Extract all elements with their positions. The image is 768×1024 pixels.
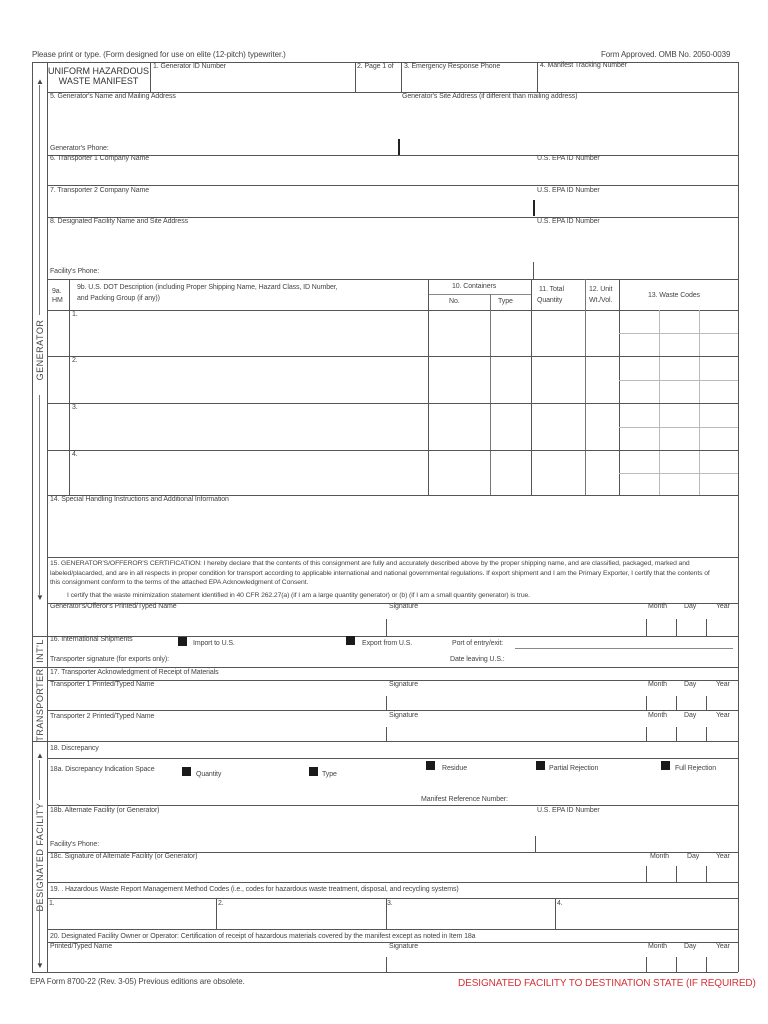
divider xyxy=(47,450,738,451)
col-waste-codes-header: 13. Waste Codes xyxy=(648,292,700,299)
item-row-number: 1. xyxy=(72,311,78,318)
discrepancy-label: 18. Discrepancy xyxy=(50,745,99,752)
item-row-number: 2. xyxy=(72,357,78,364)
signature-label: Signature xyxy=(389,681,419,688)
port-label: Port of entry/exit: xyxy=(452,640,504,647)
side-label-transporter: TRANSPORTER xyxy=(35,668,45,742)
type-label: Type xyxy=(322,771,337,778)
divider xyxy=(47,898,738,899)
emergency-phone-field[interactable] xyxy=(402,70,536,91)
month-label: Month xyxy=(648,712,667,719)
year-label: Year xyxy=(716,943,730,950)
day-label: Day xyxy=(684,681,697,688)
type-checkbox[interactable] xyxy=(309,767,318,776)
certification-text-2: I certify that the waste minimization statement identified in 40 CFR 262.27(a) (if I am a large quantity generator) or (b) (if I am a small quantity generator) is true. xyxy=(67,592,530,599)
alternate-signature-label: 18c. Signature of Alternate Facility (or Generator) xyxy=(50,853,198,860)
gen-arrow-line-bottom xyxy=(39,395,40,595)
generator-phone-label: Generator's Phone: xyxy=(50,145,109,152)
col-containers-header: 10. Containers xyxy=(452,283,497,290)
divider xyxy=(706,727,707,741)
divider xyxy=(619,473,738,474)
day-label: Day xyxy=(684,603,697,610)
form-title-line2: WASTE MANIFEST xyxy=(58,76,139,86)
divider xyxy=(585,279,586,495)
divider xyxy=(676,727,677,741)
arrow-down-icon: ▼ xyxy=(36,593,44,602)
alternate-facility-label: 18b. Alternate Facility (or Generator) xyxy=(50,807,160,814)
divider xyxy=(47,636,738,637)
full-rejection-checkbox[interactable] xyxy=(661,761,670,770)
designated-printed-name-label: Printed/Typed Name xyxy=(50,943,113,950)
residue-checkbox[interactable] xyxy=(426,761,435,770)
col-no-header: No. xyxy=(449,298,460,305)
col-total-header-2: Quantity xyxy=(537,297,563,304)
alternate-epa-label: U.S. EPA ID Number xyxy=(537,807,600,814)
manifest-ref-label: Manifest Reference Number: xyxy=(421,796,508,803)
year-label: Year xyxy=(716,712,730,719)
generator-id-label: 1. Generator ID Number xyxy=(153,63,226,70)
col-unit-header: 12. Unit xyxy=(589,286,613,293)
emergency-phone-label: 3. Emergency Response Phone xyxy=(404,63,501,70)
divider xyxy=(398,139,400,155)
month-label: Month xyxy=(648,943,667,950)
col-9b-header-2: and Packing Group (if any)) xyxy=(77,295,160,302)
divider xyxy=(706,696,707,710)
frame-bottom xyxy=(32,972,738,973)
divider xyxy=(47,310,738,311)
signature-label: Signature xyxy=(389,603,419,610)
day-label: Day xyxy=(687,853,700,860)
transporter-sig-label: Transporter signature (for exports only): xyxy=(50,656,169,663)
divider xyxy=(47,758,738,759)
col-type-header: Type xyxy=(498,298,513,305)
divider xyxy=(646,619,647,636)
facility-epa-label: U.S. EPA ID Number xyxy=(537,218,600,225)
divider xyxy=(676,619,677,636)
divider xyxy=(490,294,491,495)
divider xyxy=(47,710,738,711)
divider xyxy=(386,619,387,636)
divider xyxy=(676,696,677,710)
item-row-number: 4. xyxy=(72,451,78,458)
residue-label: Residue xyxy=(442,765,467,772)
generator-site-label: Generator's Site Address (if different than mailing address) xyxy=(402,93,578,100)
divider xyxy=(47,279,738,280)
divider xyxy=(47,929,738,930)
divider xyxy=(555,898,556,929)
col-unit-header-2: Wt./Vol. xyxy=(589,297,613,304)
tracking-number-field[interactable] xyxy=(538,70,737,91)
divider xyxy=(676,866,677,882)
signature-label: Signature xyxy=(389,712,419,719)
quantity-checkbox[interactable] xyxy=(182,767,191,776)
divider xyxy=(706,866,707,882)
divider xyxy=(47,185,738,186)
month-label: Month xyxy=(650,853,669,860)
year-label: Year xyxy=(716,681,730,688)
form-title-line1: UNIFORM HAZARDOUS xyxy=(48,66,149,76)
partial-rejection-label: Partial Rejection xyxy=(549,765,599,772)
divider xyxy=(676,957,677,972)
special-handling-field[interactable] xyxy=(48,505,737,555)
divider xyxy=(646,727,647,741)
divider xyxy=(355,62,356,92)
omb-number: Form Approved. OMB No. 2050-0039 xyxy=(601,50,731,59)
divider xyxy=(47,805,738,806)
arrow-up-icon: ▲ xyxy=(36,77,44,86)
divider xyxy=(706,957,707,972)
tracking-number-label: 4. Manifest Tracking Number xyxy=(540,62,627,69)
export-label: Export from U.S. xyxy=(362,640,413,647)
divider xyxy=(386,957,387,972)
international-label: 16. International Shipments xyxy=(50,636,133,643)
divider xyxy=(47,155,738,156)
divider xyxy=(646,696,647,710)
side-label-facility: DESIGNATED FACILITY xyxy=(35,802,45,912)
quantity-label: Quantity xyxy=(196,771,222,778)
divider xyxy=(47,882,738,883)
transporter1-label: 6. Transporter 1 Company Name xyxy=(50,155,150,162)
divider xyxy=(619,279,620,495)
day-label: Day xyxy=(684,943,697,950)
port-field[interactable] xyxy=(515,648,733,649)
signature-label: Signature xyxy=(389,943,419,950)
side-label-intl: INT'L xyxy=(35,639,45,663)
discrepancy-space-label: 18a. Discrepancy Indication Space xyxy=(50,766,155,773)
month-label: Month xyxy=(648,681,667,688)
generator-printed-name-label: Generator's/Offeror's Printed/Typed Name xyxy=(50,603,177,610)
form-title xyxy=(47,62,151,92)
col-9a-header: 9a. xyxy=(52,288,62,295)
divider xyxy=(535,836,536,852)
divider xyxy=(47,356,738,357)
transporter1-epa-label: U.S. EPA ID Number xyxy=(537,155,600,162)
divider xyxy=(386,727,387,741)
side-divider xyxy=(32,741,47,742)
generator-id-field[interactable] xyxy=(150,70,354,91)
import-label: Import to U.S. xyxy=(193,640,235,647)
col-total-header: 11. Total xyxy=(539,286,564,293)
day-label: Day xyxy=(684,712,697,719)
method-codes-label: 19. . Hazardous Waste Report Management Method Codes (i.e., codes for hazardous waste treatment, disposal, and recycling systems) xyxy=(50,886,459,893)
divider xyxy=(619,380,738,381)
divider xyxy=(706,619,707,636)
divider xyxy=(531,279,532,495)
divider xyxy=(69,279,70,495)
transporter2-label: 7. Transporter 2 Company Name xyxy=(50,187,150,194)
divider xyxy=(533,200,535,216)
transporter-ack-label: 17. Transporter Acknowledgment of Receipt of Materials xyxy=(50,669,219,676)
col-9b-header: 9b. U.S. DOT Description (including Proper Shipping Name, Hazard Class, ID Number, xyxy=(77,284,338,291)
method-code-box-label: 4. xyxy=(557,900,563,907)
divider xyxy=(646,866,647,882)
method-code-box-label: 1. xyxy=(49,900,55,907)
certification-text: 15. GENERATOR'S/OFFEROR'S CERTIFICATION: I hereby declare that the contents of this consignment are fully and accurately described above by the proper shipping name, and are classified, packaged, marked and labeled/placarded, and are in all respects in proper condition for transport according to applicable international and national governmental regulations. If export shipment and I am the Primary Exporter, I certify that the contents of this consignment conform to the terms of the attached EPA Acknowledgment of Consent. xyxy=(50,560,710,586)
divider xyxy=(533,262,534,279)
divider xyxy=(47,667,738,668)
transporter2-epa-label: U.S. EPA ID Number xyxy=(537,187,600,194)
method-code-box-label: 3. xyxy=(387,900,393,907)
side-label-generator: GENERATOR xyxy=(35,319,45,381)
page-label: 2. Page 1 of xyxy=(357,63,394,70)
partial-rejection-checkbox[interactable] xyxy=(536,761,545,770)
alternate-phone-label: Facility's Phone: xyxy=(50,841,100,848)
divider xyxy=(619,333,738,334)
divider xyxy=(619,427,738,428)
divider xyxy=(428,279,429,495)
full-rejection-label: Full Rejection xyxy=(675,765,717,772)
import-checkbox[interactable] xyxy=(178,637,187,646)
col-9a-header-2: HM xyxy=(52,297,63,304)
item-row-number: 3. xyxy=(72,404,78,411)
facility-phone-label: Facility's Phone: xyxy=(50,268,100,275)
divider xyxy=(386,696,387,710)
transporter2-name-label: Transporter 2 Printed/Typed Name xyxy=(50,713,155,720)
year-label: Year xyxy=(716,853,730,860)
generator-name-label: 5. Generator's Name and Mailing Address xyxy=(50,93,176,100)
export-checkbox[interactable] xyxy=(346,636,355,645)
transporter1-name-label: Transporter 1 Printed/Typed Name xyxy=(50,681,155,688)
month-label: Month xyxy=(648,603,667,610)
frame-right xyxy=(738,62,739,972)
divider xyxy=(47,403,738,404)
instructions: Please print or type. (Form designed for use on elite (12-pitch) typewriter.) xyxy=(32,50,286,59)
divider xyxy=(428,294,531,295)
facility-label: 8. Designated Facility Name and Site Address xyxy=(50,218,189,225)
form-id: EPA Form 8700-22 (Rev. 3-05) Previous editions are obsolete. xyxy=(30,977,245,986)
divider xyxy=(646,957,647,972)
divider xyxy=(47,557,738,558)
divider xyxy=(216,898,217,929)
year-label: Year xyxy=(716,603,730,610)
designated-cert-label: 20. Designated Facility Owner or Operator: Certification of receipt of hazardous materials covered by the manifest except as noted in Item 18a xyxy=(50,933,476,940)
arrow-up-icon: ▲ xyxy=(36,751,44,760)
copy-designation: DESIGNATED FACILITY TO DESTINATION STATE (IF REQUIRED) xyxy=(458,978,756,989)
special-handling-label: 14. Special Handling Instructions and Additional Information xyxy=(50,496,229,503)
date-leaving-label: Date leaving U.S.: xyxy=(450,656,505,663)
fac-arrow-line xyxy=(39,905,40,965)
divider xyxy=(47,741,738,742)
gen-arrow-line-top xyxy=(39,85,40,315)
method-code-box-label: 2. xyxy=(218,900,224,907)
fac-arrow-line xyxy=(39,760,40,800)
arrow-down-icon: ▼ xyxy=(36,961,44,970)
frame-left xyxy=(32,62,33,972)
